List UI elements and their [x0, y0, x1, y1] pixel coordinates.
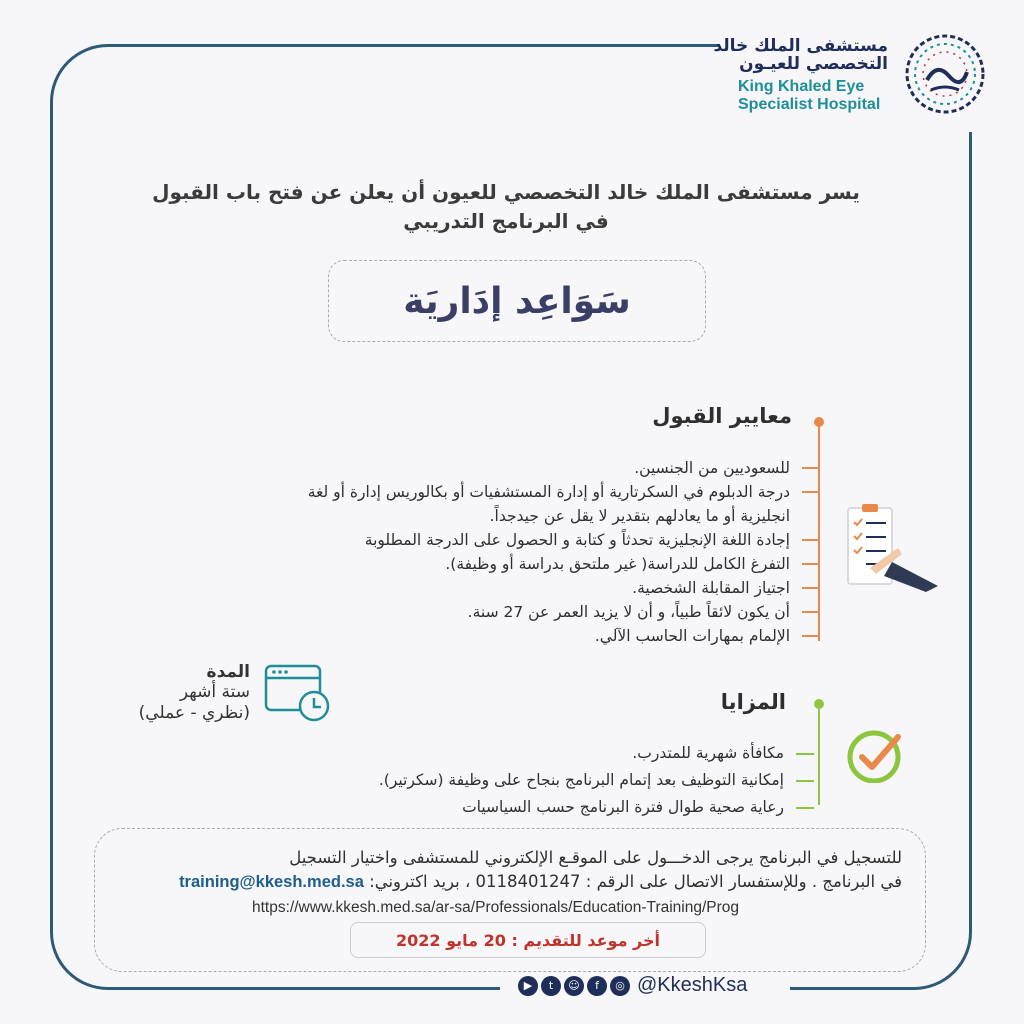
- check-circle-icon: [846, 727, 906, 783]
- benefits-timeline-dot: [814, 699, 824, 709]
- logo-ar-line2: التخصصي للعيـون: [739, 53, 888, 74]
- intro-line2: في البرنامج التدريبي: [403, 209, 609, 233]
- deadline-box: [350, 922, 706, 958]
- contact-email[interactable]: training@kkesh.med.sa: [179, 873, 364, 891]
- benefits-item: رعاية صحية طوال فترة البرنامج حسب السياسيات: [226, 794, 786, 821]
- duration-value: ستة أشهر: [179, 682, 250, 702]
- benefits-item: مكافأة شهرية للمتدرب.: [226, 740, 786, 767]
- duration-heading: المدة: [206, 662, 250, 682]
- clipboard-checklist-icon: [840, 502, 940, 594]
- social-bar: [518, 974, 747, 997]
- criteria-heading: معايير القبول: [652, 404, 792, 428]
- criteria-timeline-dot: [814, 417, 824, 427]
- logo-arabic-name: [713, 38, 888, 74]
- criteria-item: الإلمام بمهارات الحاسب الآلي.: [72, 624, 792, 648]
- registration-line1: للتسجيل في البرنامج يرجى الدخـــول على الموقـع الإلكتروني للمستشفى واختيار التسجيل: [289, 848, 902, 867]
- social-handle[interactable]: @KkeshKsa: [637, 974, 748, 996]
- registration-text: [102, 846, 902, 894]
- instagram-icon[interactable]: ◎: [610, 976, 630, 996]
- program-title-box: [328, 260, 706, 342]
- logo-english-name: [738, 78, 888, 113]
- criteria-list: [72, 456, 792, 648]
- criteria-item: للسعوديين من الجنسين.: [72, 456, 792, 480]
- criteria-item: التفرغ الكامل للدراسة( غير ملتحق بدراسة أو وظيفة).: [72, 552, 792, 576]
- criteria-timeline-line: [818, 427, 820, 641]
- intro-line1: يسر مستشفى الملك خالد التخصصي للعيون أن يعلن عن فتح باب القبول: [152, 180, 860, 204]
- snapchat-icon[interactable]: ☺: [564, 976, 584, 996]
- benefits-heading: المزايا: [720, 690, 786, 714]
- benefits-item: إمكانية التوظيف بعد إتمام البرنامج بنجاح على وظيفة (سكرتير).: [226, 767, 786, 794]
- benefits-timeline-line: [818, 709, 820, 805]
- youtube-icon[interactable]: ▶: [518, 976, 538, 996]
- facebook-icon[interactable]: f: [587, 976, 607, 996]
- intro-text: [96, 178, 916, 236]
- logo-ar-line1: مستشفى الملك خالد: [713, 36, 888, 56]
- logo-en-line1: King Khaled Eye: [738, 78, 865, 95]
- logo-en-line2: Specialist Hospital: [738, 95, 881, 113]
- twitter-icon[interactable]: t: [541, 976, 561, 996]
- duration-block: [139, 662, 250, 725]
- registration-line2: في البرنامج . وللإستفسار الاتصال على الرقم : 0118401247 ، بريد اكتروني: training@kkesh.med.sa: [179, 872, 902, 891]
- duration-detail: (نظري - عملي): [138, 703, 250, 724]
- benefits-list: [226, 740, 786, 821]
- criteria-item: درجة الدبلوم في السكرتارية أو إدارة المستشفيات أو بكالوريس إدارة أو لغة: [72, 480, 792, 504]
- hospital-logo-icon: [897, 32, 993, 116]
- registration-url[interactable]: https://www.kkesh.med.sa/ar-sa/Professionals/Education-Training/Prog: [252, 899, 740, 916]
- criteria-item: إجادة اللغة الإنجليزية تحدثاً و كتابة و الحصول على الدرجة المطلوبة: [72, 528, 792, 552]
- criteria-item: أن يكون لائقاً طبياً، و أن لا يزيد العمر عن 27 سنة.: [72, 600, 792, 624]
- program-title: سَوَاعِد إدَاريَة: [403, 280, 631, 322]
- calendar-clock-icon: [264, 664, 332, 724]
- deadline-text: أخر موعد للتقديم : 20 مايو 2022: [395, 930, 661, 950]
- criteria-item: اجتياز المقابلة الشخصية.: [72, 576, 792, 600]
- criteria-item-continued: انجليزية أو ما يعادلهم بتقدير لا يقل عن جيدجداً.: [489, 507, 790, 525]
